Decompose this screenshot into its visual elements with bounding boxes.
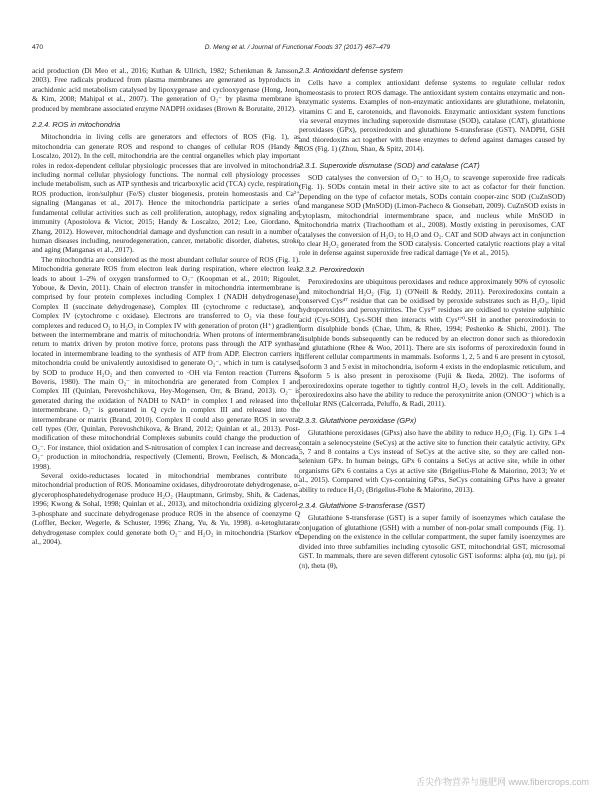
page-header <box>32 44 563 56</box>
right-column <box>299 66 565 570</box>
paragraph: Mitochondria in living cells are generators and effectors of ROS (Fig. 1), as mitochondria can generate ROS and respond to changes of cellular ROS (Handy & Loscalzo, 2012). In the cell, mitochondria are the central organelles which play important roles in redox-dependent cellular physiologic processes that are involved in mitochondria including normal cellular physiology functions. The normal cell physiology processes include metabolism, such as ATP synthesis and tricarboxylic acid (TCA) cycle, respiration, ROS production, iron/sulphur (Fe/S) cluster biogenesis, protein homeostasis and Ca²⁺ signaling (Manganas et al., 2017). Hence the mitochondria participate a series of fundamental cellular activities such as cell proliferation, autophagy, redox signaling and immunity (Apostolova & Victor, 2015; Handy & Loscalzo, 2012; Lee, Giordano, & Zhang, 2012). However, mitochondrial damage and dysfunction can result in a number of human diseases including, neurodegeneration, cancer, metabolic disorder, diabetes, stroke and aging (Manganas et al., 2017). <box>32 132 300 255</box>
left-column <box>32 66 300 546</box>
paragraph: Peroxiredoxins are ubiquitous peroxidases and reduce approximately 90% of cytosolic and mitochondrial H₂O₂ (Fig. 1) (O'Neill & Reddy, 2011). Peroxiredoxins contain a conserved Cys⁴⁷ residue that can be oxidised by peroxide substrates such as H₂O₂, lipid hydroperoxides and peroxynitrites. The Cys⁴⁷ residues are oxidised to cysteine sulphinic acid (Cys-SOH), Cys-SOH then interacts with Cys¹⁷⁰-SH in another peroxiredoxin to form disulphide bonds (Chae, Uhm, & Rhee, 1994; Peshenko & Shichi, 2001). The disulphide bonds subsequently can be reduced by an electron donor such as thioredoxin and glutathione (Rhee & Woo, 2011). There are six isoforms of peroxiredoxin found in different cellular compartments in mammals. Isoforms 1, 2, 5 and 6 are present in cytosol, isoform 3 and 5 exist in mitochondria, isoform 4 exists in the endoplasmic reticulum, and isoform 5 is also present in peroxisome (Fujii & Ikeda, 2002). The isoforms of peroxiredoxins operate together to tightly control H₂O₂ levels in the cell. Additionally, peroxiredoxins also have the ability to reduce the peroxynitrite anion (ONOO⁻) which is a cellular RNS (Calcerrada, Peluffo, & Radi, 2011). <box>299 277 565 409</box>
paragraph: SOD catalyses the conversion of O₂⁻ to H₂O₂ to scavenge superoxide free radicals (Fig. 1). SODs contain metal in their active site to act as cofactor for their function. Depending on the type of cofactor metals, SODs contain cooper-zinc SOD (CuZnSOD) and manganese SOD (MnSOD) (Limon-Pacheco & Gonsebatt, 2009). CuZnSOD exists in cytoplasm, mitochondrial intermembrane space, and nucleus while MnSOD in mitochondria matrix (Trachootham et al., 2008). Mostly existing in peroxisomes, CAT catalyses the conversion of H₂O₂ to H₂O and O₂. CAT and SOD always act in conjunction to clear H₂O₂ generated from the SOD catalysis. Concerted catalytic reactions play a vital role in defense against superoxide free radical damage (Ye et al., 2015). <box>299 173 565 258</box>
paragraph: Cells have a complex antioxidant defense systems to regulate cellular redox homeostasis to protect ROS damage. The antioxidant system contains enzymatic and non-enzymatic systems. Examples of non-enzymatic antioxidants are glutathione, melatonin, vitamins C and E, carotenoids, and flavonoids. Enzymatic antioxidant system functions via several enzymes including superoxide dismutase (SOD), catalase (CAT), glutathione peroxidases (GPx), peroxiredoxin and glutathione S-transferase (GST). NADPH, GSH and thioredoxins act together with these enzymes to defend against damages caused by ROS (Fig. 1) (Zhou, Shao, & Spitz, 2014). <box>299 78 565 154</box>
running-head: D. Meng et al. / Journal of Functional Foods 37 (2017) 467–479 <box>204 44 391 51</box>
section-heading: 2.3.1. Superoxide dismutase (SOD) and catalase (CAT) <box>299 160 480 170</box>
section-heading: 2.3. Antioxidant defense system <box>299 66 403 75</box>
paragraph: Glutathione peroxidases (GPxs) also have the ability to reduce H₂O₂ (Fig. 1). GPx 1–4 contain a selenocysteine (SeCys) at the active site to function their catalytic activity, GPx 5, 7 and 8 contains a Cys instead of SeCys at the active site, so they are called non-selenium GPx. In human beings, GPx 6 contains a SeCys at active site, while in other organisms GPx 6 contains a Cys at active site (Brigelius-Flohe & Maiorino, 2013; Ye et al., 2015). Compared with Cys-containing GPxs, SeCys containing GPxs have a greater ability to reduce H₂O₂ (Brigelius-Flohe & Maiorino, 2013). <box>299 428 565 494</box>
section-heading: 2.2.4. ROS in mitochondria <box>32 120 121 130</box>
section-heading: 2.3.4. Glutathione S-transferase (GST) <box>299 501 426 511</box>
section-heading: 2.3.2. Peroxiredoxin <box>299 264 365 274</box>
paragraph: Glutathione S-transferase (GST) is a super family of isoenzymes which catalase the conjugation of glutathione (GSH) with a number of non-polar small compounds (Fig. 1). Depending on the existence in the cellular compartment, the super family isoenzymes are divided into three subfamilies including cytosolic GST, mitochondrial GST, microsomal GST. In mammals, there are seven different cytosolic GST isoforms: alpha (α), mu (μ), pi (π), theta (θ), <box>299 513 565 570</box>
paragraph: Several oxido-reductases located in mitochondrial membranes contribute to mitochondrial production of ROS. Monoamine oxidases, dihydroorotate dehydrogenase, α-glycerophosphatedehydrogenase produce H₂O₂ (Hauptmann, Grimsby, Shih, & Cadenas, 1996; Kwong & Sohal, 1998; Quinlan et al., 2013), and mitochondria oxidizing glycerol-3-phosphate and succinate dehydrogenase produce ROS in the absence of coenzyme Q (Loffler, Becker, Wegerle, & Schuster, 1996; Zhang, Yu, & Yu, 1998). α-ketoglutarate dehydrogenase complex could generate both O₂⁻ and H₂O₂ in mitochondria (Starkov et al., 2004). <box>32 471 300 546</box>
page-number: 470 <box>32 44 44 51</box>
section-heading: 2.3.3. Glutathione peroxidase (GPx) <box>299 415 417 425</box>
watermark: 舌尖作物营养与施肥网 www.fibercrops.com <box>415 777 589 787</box>
paragraph: The mitochondria are considered as the most abundant cellular source of ROS (Fig. 1). Mitochondria generate ROS from electron leak during respiration, where electron leak leads to about 1–2% of oxygen transformed to O₂⁻ (Koopman et al., 2010; Rigoulet, Yoboue, & Devin, 2011). Chain of electron transfer in mitochondria intermembrane is comprised by four protein complexes including Complex I (NADH dehydrogenase), Complex II (succinate dehydrogenase), Complex III (cytochrome c reductase), and Complex IV (cytochrome c oxidase). Electrons are transferred to O₂ via these four complexes and reduced O₂ to H₂O₂ in Complex IV with generation of proton (H⁺) gradient between the intermembrane and matrix of mitochondria. When protons of intermembrane return to matrix driven by proton motive force, protons pass through the ATP synthase located in intermembrane leading to the synthesis of ATP from ADP. Electron carriers in mitochondria could be univalently autoxidised to generate O₂⁻, which in turn is catalysed by SOD to produce H₂O₂ and then converted to ·OH via Fenton reaction (Turrens & Boveris, 1980). The main O₂⁻ in mitochondria are generated from Complex I and Complex III (Quinlan, Perevoshchikova, Hey-Mogensen, Orr, & Brand, 2013). O₂⁻ is generated during the oxidation of NADH to NAD⁺ in complex I and released into the intermembrane. O₂⁻ is generated in Q cycle in complex III and released into the intermembrane or matrix (Brand, 2010). Complex II could also generate ROS in several cell types (Orr, Quinlan, Perevoshchikova, & Brand, 2012; Quinlan et al., 2013). Post-modification of these mitochondrial Complexes subunits could change the production of O₂⁻. For instance, thiol oxidation and S-nitrosation of complex I can increase and decrease O₂⁻ production in mitochondria, respectively (Clementi, Brown, Feelisch, & Moncada, 1998). <box>32 254 300 471</box>
paragraph: acid production (Di Meo et al., 2016; Kuthan & Ullrich, 1982; Schenkman & Jansson, 2003). Free radicals produced from plasma membranes are generated as byproducts in arachidonic acid metabolism catalysed by lipoxygenase and cyclooxygenase (Hong, Jeon, & Kim, 2008; Mahipal et al., 2007). The generation of O₂⁻ by plasma membrane is produced by membrane associated enzyme NADPH oxidases (Brown & Borutaite, 2012). <box>32 66 300 113</box>
